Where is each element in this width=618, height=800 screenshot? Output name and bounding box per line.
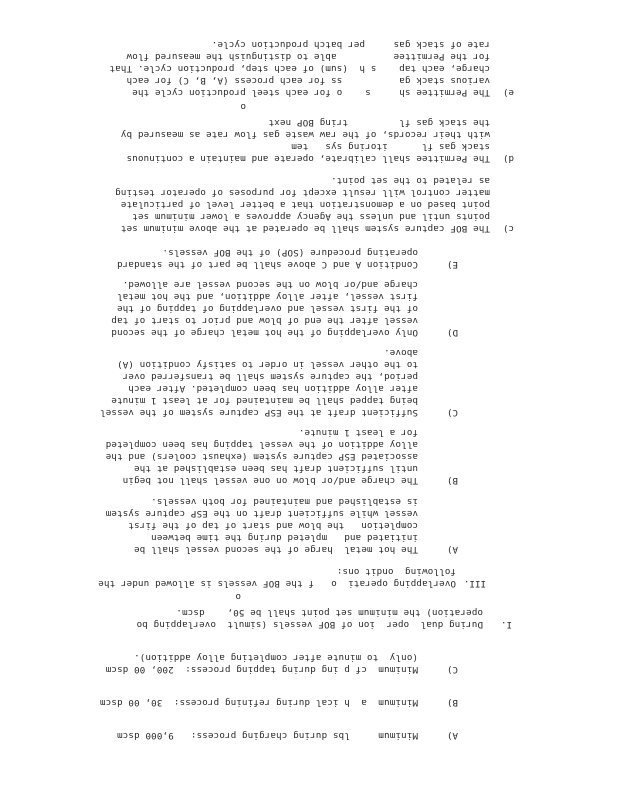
text-line: operating procedure (SOP) of the BOF vessels.	[162, 247, 418, 258]
list-marker: A)	[446, 544, 458, 555]
list-marker: A)	[446, 730, 458, 741]
list-marker: e)	[502, 87, 514, 98]
text-line: Sufficient draft at the ESP capture system of the vessel	[99, 407, 418, 418]
text-line: to the other vessel in order to satisfy condition (A)	[116, 359, 418, 370]
text-line: The hot metal harge of the second vessel shall be	[133, 544, 418, 555]
text-line: first vessel, after alloy addition, and the hot metal	[116, 291, 418, 302]
text-line: points until and unless the Agency approves a lower minimum set	[132, 211, 490, 222]
text-line: as related to the set point.	[330, 175, 490, 186]
text-line: charge, each tap s h (sum) of each step, production cycle. That	[109, 63, 490, 74]
text-line: until sufficient draft has been established at the	[133, 463, 418, 474]
text-line: vessel after the end of blow and prior to start of tap	[111, 315, 418, 326]
text-line: charge and/or blow on the second vessel are allowed.	[122, 279, 418, 290]
text-line: period, the capture system shall be transferred over	[122, 371, 418, 382]
text-line: associated ESP capture system (exhaust coolers) and the	[105, 451, 418, 462]
list-marker: C)	[446, 407, 458, 418]
list-marker: D)	[446, 327, 458, 338]
list-marker: c)	[502, 223, 514, 234]
text-line: alloy addition of the vessel tapping has been completed	[105, 439, 418, 450]
text-line: of the first vessel and overlapping of tapping of the	[116, 303, 418, 314]
text-line: rate of stack gas per batch production cycle.	[211, 39, 490, 50]
text-line: completion the blow and start of tap of the first	[128, 520, 418, 531]
text-line: initiated and mpleted during the time between	[150, 532, 418, 543]
list-marker: I.	[500, 619, 512, 630]
text-line: various stack ga ss for each process (A, B, C) for each	[126, 75, 490, 86]
text-line: During dual oper ion of BOF vessels (simult overlapping bo	[136, 619, 483, 630]
stray-mark: o	[240, 101, 246, 112]
text-line: the stack gas fl tring BOP next	[268, 117, 490, 128]
text-line: Minimum lbs during charging process: 9,000 dscm	[116, 730, 418, 741]
text-line: after alloy addition has been completed. After each	[128, 383, 418, 394]
text-line: operation) the minimum set point shall be 50, dscm.	[176, 607, 483, 618]
text-line: is established and maintained for both vessels.	[150, 496, 418, 507]
text-line: with their records, of the raw waste gas flow rate as measured by	[120, 129, 490, 140]
list-marker: E)	[446, 259, 458, 270]
text-line: following ondit ons:	[336, 566, 456, 577]
text-line: The Permittee shall calibrate, operate and maintain a continuous	[126, 153, 490, 164]
stray-mark: o	[235, 591, 241, 602]
text-line: (only to minute after completing alloy addition).	[133, 652, 418, 663]
text-line: Overlapping operati o f the BOF vessels is allowed under the	[98, 578, 456, 589]
text-line: above.	[383, 347, 418, 358]
list-marker: C)	[446, 664, 458, 675]
text-line: Condition A and C above shall be part of the standard	[116, 259, 418, 270]
text-line: The Permittee sh s o for each steel production cycle the	[132, 87, 490, 98]
list-marker: III.	[463, 578, 486, 589]
list-marker: B)	[446, 697, 458, 708]
text-line: vessel while sufficient draft on the ESP capture system	[105, 508, 418, 519]
text-line: stack gas fl itoring sys tem	[291, 141, 490, 152]
text-line: for the Permittee able to distinguish the measured flow	[126, 51, 490, 62]
text-line: The charge and/or blow on one vessel shall not begin	[122, 475, 418, 486]
list-marker: d)	[502, 153, 514, 164]
text-line: Minimum a h ical during refining process: 30, 00 dscm	[99, 697, 418, 708]
text-line: Only overlapping of the hot metal charge of the second	[111, 327, 418, 338]
text-line: The BOF capture system shall be operated at the above minimum set	[120, 223, 490, 234]
list-marker: B)	[446, 475, 458, 486]
text-line: matter control will result except for purposes of operator testing	[115, 187, 490, 198]
text-line: for a least 1 minute.	[298, 427, 418, 438]
text-line: point based on a demonstration that a better level of particulate	[120, 199, 490, 210]
text-line: Minimum cf p ing during tapping process: 200, 00 dscm	[105, 664, 418, 675]
text-line: being tapped shall be maintained for at least 1 minute	[111, 395, 418, 406]
